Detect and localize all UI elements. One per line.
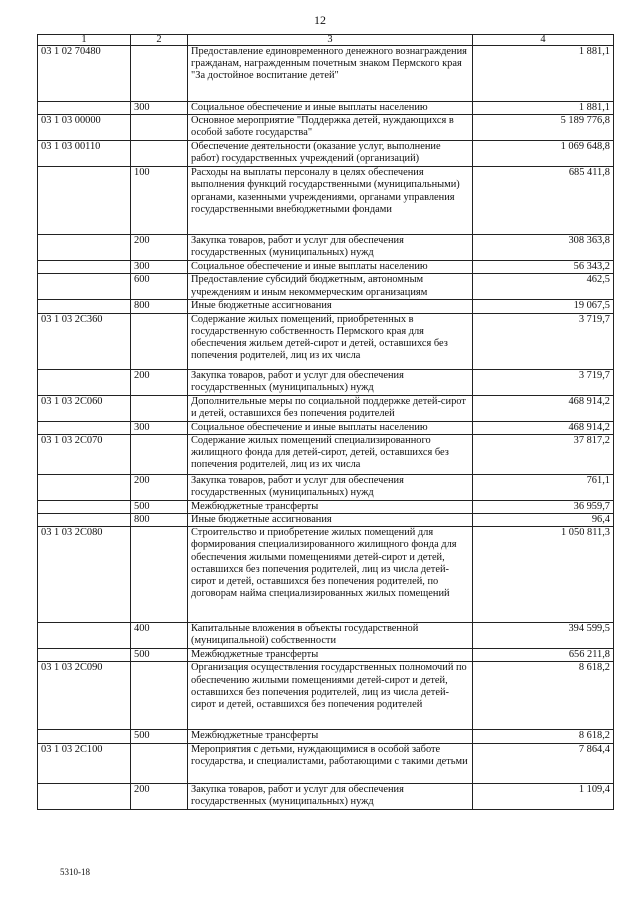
expense-type-cell: 800: [131, 514, 188, 527]
table-row: [38, 102, 614, 115]
budget-code-cell: [38, 783, 131, 809]
description-cell: Иные бюджетные ассигнования: [188, 514, 473, 527]
expense-type-cell: 500: [131, 730, 188, 743]
budget-code-cell: [38, 623, 131, 649]
amount-cell: 1 050 811,3: [473, 527, 614, 623]
column-header-4: 4: [473, 35, 614, 46]
description-cell: Строительство и приобретение жилых помещений для формирования специализированного жилищного фонда для обеспечения жилыми помещениями детей-сирот и детей, оставшихся без попечения родителей, лиц из числа детей-сирот и детей, оставшихся без попечения родителей, по договорам найма специализированных жилых помещений: [188, 527, 473, 623]
description-cell: Межбюджетные трансферты: [188, 730, 473, 743]
table-row: [38, 662, 614, 730]
expense-type-cell: 300: [131, 102, 188, 115]
budget-code-cell: 03 1 03 2С090: [38, 662, 131, 730]
table-row: [38, 369, 614, 395]
budget-code-cell: 03 1 03 2С100: [38, 743, 131, 783]
table-row: [38, 395, 614, 421]
description-cell: Иные бюджетные ассигнования: [188, 300, 473, 313]
budget-code-cell: 03 1 03 2С080: [38, 527, 131, 623]
expense-type-cell: 300: [131, 261, 188, 274]
table-row: [38, 514, 614, 527]
description-cell: Межбюджетные трансферты: [188, 649, 473, 662]
expense-type-cell: 200: [131, 474, 188, 500]
expense-type-cell: 500: [131, 649, 188, 662]
budget-code-cell: 03 1 03 00000: [38, 115, 131, 141]
budget-code-cell: [38, 300, 131, 313]
table-body: [38, 46, 614, 810]
budget-code-cell: [38, 474, 131, 500]
description-cell: Межбюджетные трансферты: [188, 500, 473, 513]
amount-cell: 19 067,5: [473, 300, 614, 313]
budget-table: [37, 34, 614, 810]
description-cell: Капитальные вложения в объекты государственной (муниципальной) собственности: [188, 623, 473, 649]
table-row: [38, 623, 614, 649]
table-row: [38, 421, 614, 434]
description-cell: Дополнительные меры по социальной поддержке детей-сирот и детей, оставшихся без попечения родителей: [188, 395, 473, 421]
amount-cell: 1 109,4: [473, 783, 614, 809]
budget-code-cell: [38, 261, 131, 274]
table-header-row: [38, 35, 614, 46]
description-cell: Закупка товаров, работ и услуг для обеспечения государственных (муниципальных) нужд: [188, 235, 473, 261]
description-cell: Мероприятия с детьми, нуждающимися в особой заботе государства, и специалистами, работающими с такими детьми: [188, 743, 473, 783]
amount-cell: 8 618,2: [473, 730, 614, 743]
table-row: [38, 527, 614, 623]
expense-type-cell: [131, 313, 188, 369]
budget-code-cell: [38, 514, 131, 527]
amount-cell: 468 914,2: [473, 395, 614, 421]
description-cell: Основное мероприятие "Поддержка детей, нуждающихся в особой заботе государства": [188, 115, 473, 141]
description-cell: Расходы на выплаты персоналу в целях обеспечения выполнения функций государственными (муниципальными) органами, казенными учреждениями, органами управления государственными внебюджетными фондами: [188, 167, 473, 235]
table-row: [38, 500, 614, 513]
expense-type-cell: 800: [131, 300, 188, 313]
expense-type-cell: [131, 743, 188, 783]
budget-code-cell: [38, 421, 131, 434]
description-cell: Социальное обеспечение и иные выплаты населению: [188, 102, 473, 115]
amount-cell: 656 211,8: [473, 649, 614, 662]
budget-code-cell: [38, 649, 131, 662]
footer-code: 5310-18: [60, 867, 90, 877]
expense-type-cell: [131, 527, 188, 623]
budget-code-cell: [38, 500, 131, 513]
table-row: [38, 261, 614, 274]
budget-code-cell: [38, 730, 131, 743]
amount-cell: 3 719,7: [473, 369, 614, 395]
amount-cell: 7 864,4: [473, 743, 614, 783]
expense-type-cell: [131, 395, 188, 421]
amount-cell: 5 189 776,8: [473, 115, 614, 141]
table-row: [38, 235, 614, 261]
amount-cell: 56 343,2: [473, 261, 614, 274]
expense-type-cell: 500: [131, 500, 188, 513]
table-row: [38, 141, 614, 167]
amount-cell: 37 817,2: [473, 434, 614, 474]
table-row: [38, 300, 614, 313]
budget-code-cell: 03 1 03 2С070: [38, 434, 131, 474]
amount-cell: 1 881,1: [473, 46, 614, 102]
description-cell: Социальное обеспечение и иные выплаты населению: [188, 421, 473, 434]
amount-cell: 685 411,8: [473, 167, 614, 235]
table-row: [38, 115, 614, 141]
budget-code-cell: [38, 235, 131, 261]
budget-code-cell: [38, 274, 131, 300]
budget-code-cell: 03 1 03 2С360: [38, 313, 131, 369]
expense-type-cell: 100: [131, 167, 188, 235]
table-row: [38, 46, 614, 102]
amount-cell: 36 959,7: [473, 500, 614, 513]
description-cell: Предоставление единовременного денежного вознаграждения гражданам, награжденным почетным знаком Пермского края "За достойное воспитание детей": [188, 46, 473, 102]
description-cell: Закупка товаров, работ и услуг для обеспечения государственных (муниципальных) нужд: [188, 369, 473, 395]
expense-type-cell: 600: [131, 274, 188, 300]
column-header-2: 2: [131, 35, 188, 46]
table-row: [38, 783, 614, 809]
expense-type-cell: 200: [131, 783, 188, 809]
table-row: [38, 474, 614, 500]
amount-cell: 394 599,5: [473, 623, 614, 649]
expense-type-cell: [131, 662, 188, 730]
amount-cell: 308 363,8: [473, 235, 614, 261]
budget-code-cell: [38, 369, 131, 395]
expense-type-cell: 300: [131, 421, 188, 434]
budget-code-cell: 03 1 03 2С060: [38, 395, 131, 421]
amount-cell: 1 069 648,8: [473, 141, 614, 167]
column-header-3: 3: [188, 35, 473, 46]
budget-code-cell: [38, 102, 131, 115]
description-cell: Закупка товаров, работ и услуг для обеспечения государственных (муниципальных) нужд: [188, 783, 473, 809]
amount-cell: 761,1: [473, 474, 614, 500]
description-cell: Содержание жилых помещений специализированного жилищного фонда для детей-сирот, детей, оставшихся без попечения родителей, лиц из их числа: [188, 434, 473, 474]
amount-cell: 462,5: [473, 274, 614, 300]
expense-type-cell: [131, 141, 188, 167]
expense-type-cell: 200: [131, 235, 188, 261]
amount-cell: 468 914,2: [473, 421, 614, 434]
amount-cell: 96,4: [473, 514, 614, 527]
expense-type-cell: 400: [131, 623, 188, 649]
table-row: [38, 313, 614, 369]
description-cell: Организация осуществления государственных полномочий по обеспечению жилыми помещениями детей-сирот и детей, оставшихся без попечения родителей, лиц из числа детей-сирот и детей, оставшихся без попечения родителей: [188, 662, 473, 730]
amount-cell: 8 618,2: [473, 662, 614, 730]
page-number: 12: [314, 13, 326, 27]
budget-code-cell: 03 1 03 00110: [38, 141, 131, 167]
description-cell: Содержание жилых помещений, приобретенных в государственную собственность Пермского края для обеспечения жильем детей-сирот и детей, оставшихся без попечения родителей, лиц из их числа: [188, 313, 473, 369]
budget-code-cell: 03 1 02 70480: [38, 46, 131, 102]
table-row: [38, 274, 614, 300]
budget-code-cell: [38, 167, 131, 235]
expense-type-cell: [131, 115, 188, 141]
description-cell: Социальное обеспечение и иные выплаты населению: [188, 261, 473, 274]
table-row: [38, 167, 614, 235]
expense-type-cell: [131, 434, 188, 474]
column-header-1: 1: [38, 35, 131, 46]
table-row: [38, 434, 614, 474]
table-row: [38, 649, 614, 662]
description-cell: Закупка товаров, работ и услуг для обеспечения государственных (муниципальных) нужд: [188, 474, 473, 500]
table-row: [38, 743, 614, 783]
description-cell: Обеспечение деятельности (оказание услуг, выполнение работ) государственных учреждений (организаций): [188, 141, 473, 167]
expense-type-cell: [131, 46, 188, 102]
table-row: [38, 730, 614, 743]
amount-cell: 3 719,7: [473, 313, 614, 369]
description-cell: Предоставление субсидий бюджетным, автономным учреждениям и иным некоммерческим организациям: [188, 274, 473, 300]
amount-cell: 1 881,1: [473, 102, 614, 115]
expense-type-cell: 200: [131, 369, 188, 395]
